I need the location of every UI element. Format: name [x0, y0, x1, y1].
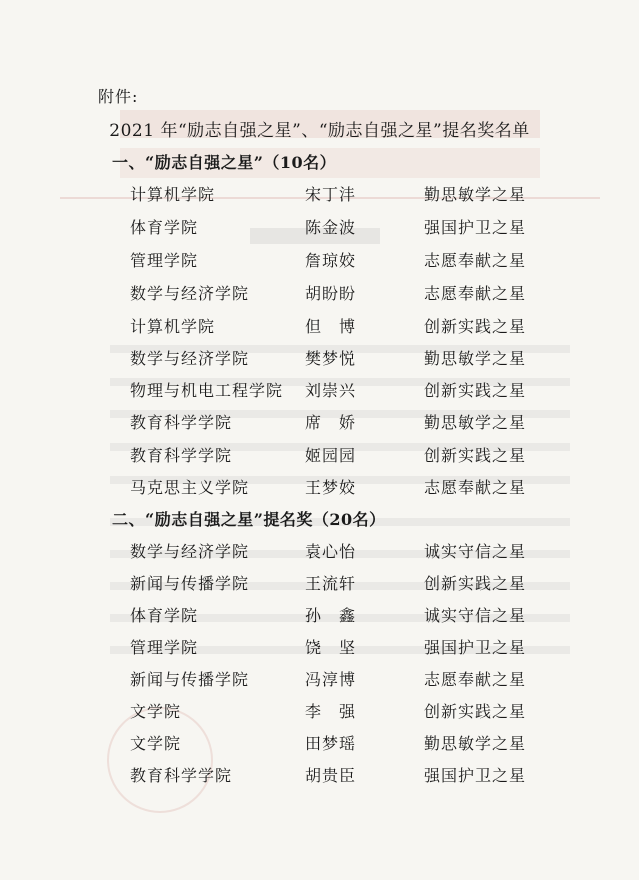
award-cell: 创新实践之星 — [424, 446, 527, 465]
document-title: 2021 年“励志自强之星”、“励志自强之星”提名奖名单 — [109, 121, 530, 141]
table-row — [0, 731, 639, 755]
name-cell: 田梦瑶 — [305, 734, 357, 753]
table-row — [0, 475, 639, 499]
name-cell: 宋丁沣 — [305, 185, 357, 204]
college-cell: 数学与经济学院 — [130, 542, 250, 561]
table-row — [0, 603, 639, 627]
section-heading-nominees: 二、“励志自强之星”提名奖（20名） — [112, 510, 386, 529]
table-row — [0, 763, 639, 787]
award-cell: 创新实践之星 — [424, 574, 527, 593]
award-cell: 志愿奉献之星 — [424, 670, 527, 689]
annex-label: 附件: — [98, 87, 139, 106]
table-row — [0, 410, 639, 434]
name-cell: 胡贵臣 — [305, 766, 357, 785]
college-cell: 计算机学院 — [130, 317, 216, 336]
table-row — [0, 378, 639, 402]
name-cell: 王流轩 — [305, 574, 357, 593]
name-cell: 王梦姣 — [305, 478, 357, 497]
table-row — [0, 182, 639, 206]
name-cell: 饶 坚 — [305, 638, 357, 657]
award-cell: 创新实践之星 — [424, 702, 527, 721]
college-cell: 管理学院 — [130, 638, 199, 657]
table-row — [0, 346, 639, 370]
award-cell: 创新实践之星 — [424, 381, 527, 400]
name-cell: 席 娇 — [305, 413, 357, 432]
table-row — [0, 314, 639, 338]
award-cell: 志愿奉献之星 — [424, 478, 527, 497]
award-cell: 强国护卫之星 — [424, 766, 527, 785]
award-cell: 创新实践之星 — [424, 317, 527, 336]
award-cell: 志愿奉献之星 — [424, 284, 527, 303]
award-cell: 强国护卫之星 — [424, 638, 527, 657]
name-cell: 陈金波 — [305, 218, 357, 237]
table-row — [0, 699, 639, 723]
table-row — [0, 443, 639, 467]
name-cell: 樊梦悦 — [305, 349, 357, 368]
table-row — [0, 571, 639, 595]
college-cell: 教育科学学院 — [130, 446, 233, 465]
award-cell: 勤思敏学之星 — [424, 349, 527, 368]
college-cell: 教育科学学院 — [130, 766, 233, 785]
award-cell: 志愿奉献之星 — [424, 251, 527, 270]
award-cell: 勤思敏学之星 — [424, 734, 527, 753]
college-cell: 文学院 — [130, 734, 182, 753]
name-cell: 胡盼盼 — [305, 284, 357, 303]
table-row — [0, 667, 639, 691]
name-cell: 但 博 — [305, 317, 357, 336]
college-cell: 教育科学学院 — [130, 413, 233, 432]
name-cell: 袁心怡 — [305, 542, 357, 561]
college-cell: 计算机学院 — [130, 185, 216, 204]
award-cell: 诚实守信之星 — [424, 542, 527, 561]
name-cell: 李 强 — [305, 702, 357, 721]
table-row — [0, 248, 639, 272]
college-cell: 新闻与传播学院 — [130, 574, 250, 593]
section-heading-winners: 一、“励志自强之星”（10名） — [112, 153, 337, 172]
college-cell: 体育学院 — [130, 606, 199, 625]
award-cell: 诚实守信之星 — [424, 606, 527, 625]
award-cell: 强国护卫之星 — [424, 218, 527, 237]
table-row — [0, 215, 639, 239]
name-cell: 刘崇兴 — [305, 381, 357, 400]
college-cell: 数学与经济学院 — [130, 349, 250, 368]
table-row — [0, 281, 639, 305]
name-cell: 詹琼姣 — [305, 251, 357, 270]
name-cell: 姬园园 — [305, 446, 357, 465]
table-row — [0, 635, 639, 659]
college-cell: 数学与经济学院 — [130, 284, 250, 303]
college-cell: 文学院 — [130, 702, 182, 721]
college-cell: 管理学院 — [130, 251, 199, 270]
college-cell: 马克思主义学院 — [130, 478, 250, 497]
name-cell: 孙 鑫 — [305, 606, 357, 625]
table-row — [0, 539, 639, 563]
college-cell: 物理与机电工程学院 — [130, 381, 284, 400]
name-cell: 冯淳博 — [305, 670, 357, 689]
award-cell: 勤思敏学之星 — [424, 185, 527, 204]
award-cell: 勤思敏学之星 — [424, 413, 527, 432]
college-cell: 体育学院 — [130, 218, 199, 237]
college-cell: 新闻与传播学院 — [130, 670, 250, 689]
